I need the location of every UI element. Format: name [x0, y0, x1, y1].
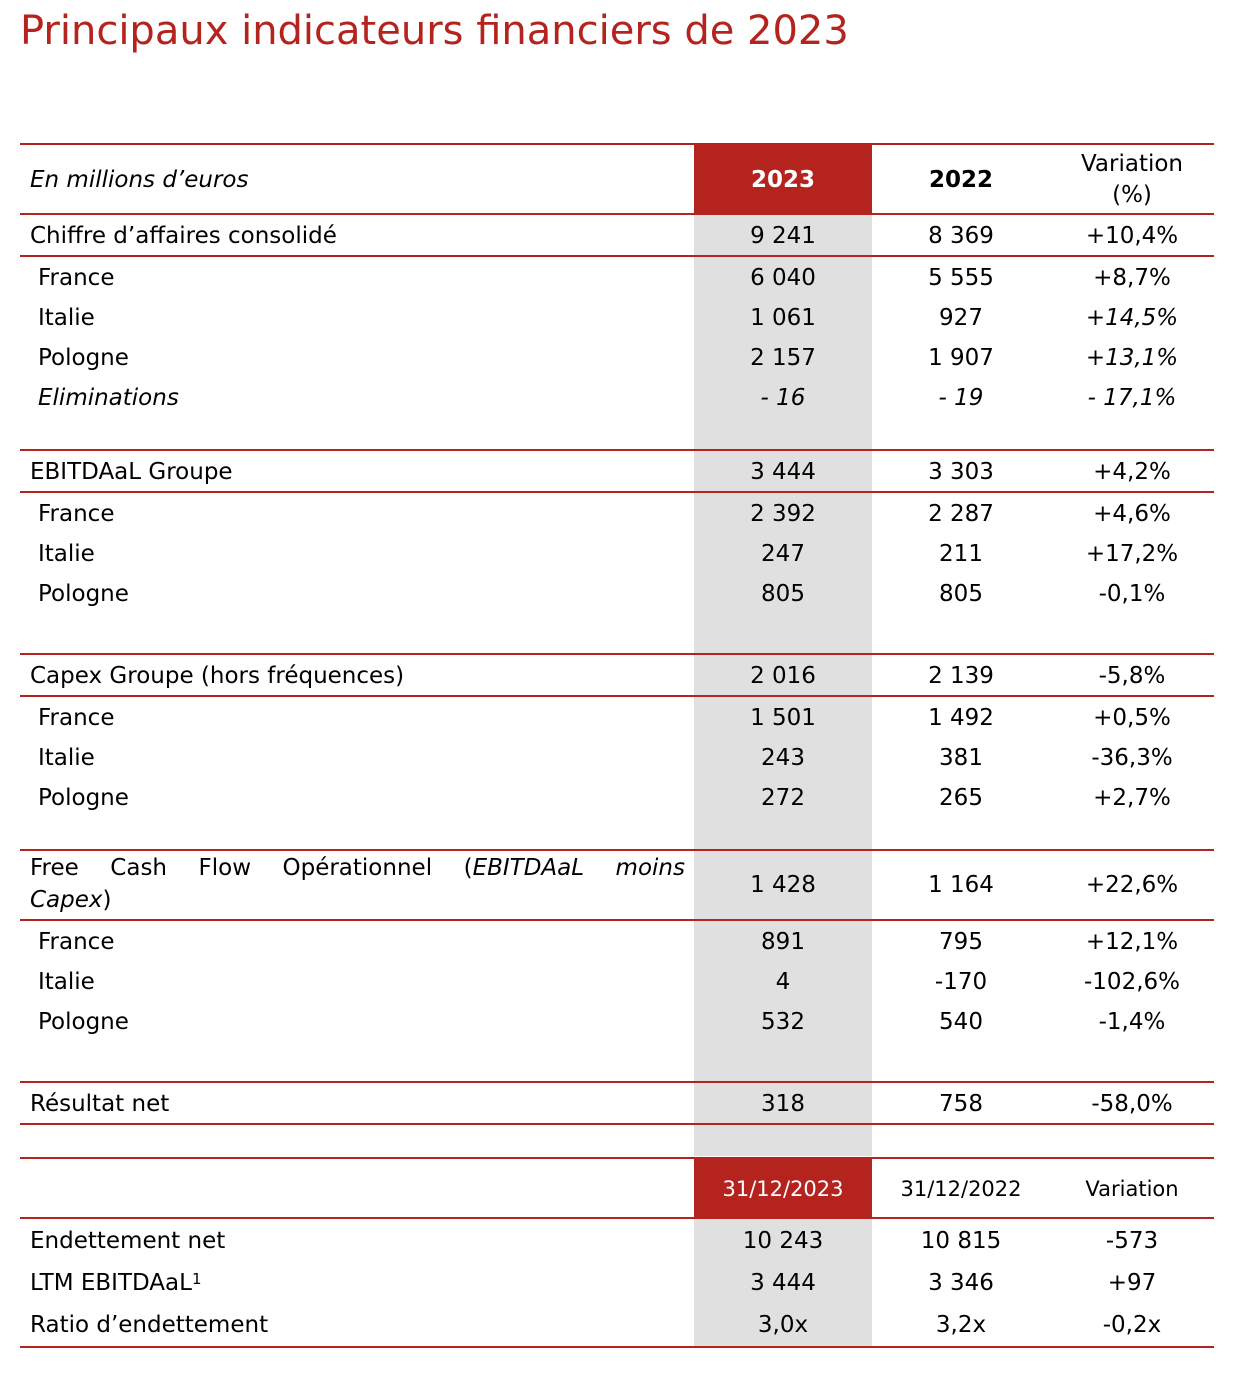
table-row-label: Italie — [38, 305, 95, 331]
net-2023: 318 — [761, 1091, 805, 1117]
table-cell: 10 815 — [920, 1228, 1002, 1254]
divider — [20, 653, 1214, 655]
table-cell: 1 061 — [750, 305, 816, 331]
divider — [20, 255, 1214, 257]
table-row-label: France — [38, 929, 115, 955]
ca-label: Chiffre d’affaires consolidé — [30, 223, 337, 249]
table-cell: -573 — [1105, 1228, 1159, 1254]
debt-row-label: Ratio d’endettement — [30, 1312, 269, 1338]
table-cell: 540 — [939, 1009, 983, 1035]
table-cell: 2 392 — [750, 501, 816, 527]
table-row-label: Italie — [38, 745, 95, 771]
divider — [20, 449, 1214, 451]
table-row-label: Pologne — [38, 1009, 129, 1035]
fcf-word: Flow — [198, 855, 252, 881]
table-cell: 2 157 — [750, 345, 816, 371]
table-cell: 5 555 — [928, 265, 994, 291]
table-cell: 805 — [761, 581, 805, 607]
table-cell: 1 492 — [928, 705, 994, 731]
table-cell: +0,5% — [1093, 705, 1171, 731]
table-row-label: Italie — [38, 969, 95, 995]
table-cell: 247 — [761, 541, 805, 567]
ebitdaal-var: +4,2% — [1093, 459, 1171, 485]
table-cell: -0,1% — [1098, 581, 1166, 607]
divider — [20, 1346, 1214, 1348]
net-2022: 758 — [939, 1091, 983, 1117]
ca-2022: 8 369 — [928, 223, 994, 249]
header-variation-line1: Variation — [1080, 151, 1184, 177]
fcf-italic: moins — [615, 855, 685, 881]
table-row-label: Italie — [38, 541, 95, 567]
table-cell: 2 287 — [928, 501, 994, 527]
table-cell: 532 — [761, 1009, 805, 1035]
debt-header-2023: 31/12/2023 — [722, 1177, 844, 1201]
capex-2022: 2 139 — [928, 663, 994, 689]
fcf-2022: 1 164 — [928, 872, 994, 898]
table-row-label: Pologne — [38, 345, 129, 371]
table-cell: 3 444 — [750, 1270, 816, 1296]
fcf-italic: Capex — [30, 887, 103, 913]
table-cell: -36,3% — [1091, 745, 1173, 771]
table-cell: 891 — [761, 929, 805, 955]
ca-2023: 9 241 — [750, 223, 816, 249]
ebitdaal-2022: 3 303 — [928, 459, 994, 485]
table-cell: 381 — [939, 745, 983, 771]
table-cell: +17,2% — [1085, 541, 1179, 567]
table-row-label: Eliminations — [38, 385, 179, 411]
table-row-label: Pologne — [38, 581, 129, 607]
table-cell: +12,1% — [1085, 929, 1179, 955]
divider — [20, 1217, 1214, 1219]
table-cell: 1 501 — [750, 705, 816, 731]
table-cell: -170 — [934, 969, 988, 995]
table-cell: +8,7% — [1093, 265, 1171, 291]
table-cell: - 19 — [938, 385, 984, 411]
fcf-var: +22,6% — [1085, 872, 1179, 898]
divider — [20, 849, 1214, 851]
header-2023: 2023 — [750, 167, 815, 193]
table-cell: 3 346 — [928, 1270, 994, 1296]
table-cell: 1 907 — [928, 345, 994, 371]
fcf-2023: 1 428 — [750, 872, 816, 898]
table-cell: +14,5% — [1085, 305, 1179, 331]
debt-header-2022: 31/12/2022 — [900, 1177, 1022, 1201]
divider — [20, 143, 1214, 145]
table-cell: - 17,1% — [1087, 385, 1177, 411]
table-cell: 805 — [939, 581, 983, 607]
table-cell: +97 — [1107, 1270, 1157, 1296]
divider — [20, 491, 1214, 493]
fcf-paren-close: ) — [102, 887, 112, 913]
divider — [20, 1081, 1214, 1083]
fcf-label — [30, 852, 685, 916]
table-cell: 6 040 — [750, 265, 816, 291]
table-row-label: France — [38, 265, 115, 291]
divider — [20, 213, 1214, 215]
table-cell: 795 — [939, 929, 983, 955]
table-cell: +2,7% — [1093, 785, 1171, 811]
page-title: Principaux indicateurs financiers de 2023 — [20, 8, 849, 54]
debt-row-label — [30, 1269, 202, 1297]
debt-row-label: Endettement net — [30, 1228, 226, 1254]
ltm-label: LTM EBITDAaL — [30, 1270, 192, 1296]
ca-var: +10,4% — [1085, 223, 1179, 249]
net-var: -58,0% — [1091, 1091, 1173, 1117]
divider — [20, 919, 1214, 921]
capex-var: -5,8% — [1098, 663, 1166, 689]
divider — [20, 1123, 1214, 1125]
table-cell: 10 243 — [742, 1228, 824, 1254]
header-variation — [1050, 149, 1214, 211]
table-cell: 3,2x — [935, 1312, 987, 1338]
capex-2023: 2 016 — [750, 663, 816, 689]
capex-label: Capex Groupe (hors fréquences) — [30, 663, 405, 689]
table-cell: +4,6% — [1093, 501, 1171, 527]
net-label: Résultat net — [30, 1091, 170, 1117]
table-cell: 272 — [761, 785, 805, 811]
ebitdaal-2023: 3 444 — [750, 459, 816, 485]
table-cell: +13,1% — [1085, 345, 1179, 371]
table-row-label: France — [38, 705, 115, 731]
debt-header-variation: Variation — [1085, 1177, 1179, 1201]
table-cell: - 16 — [760, 385, 806, 411]
table-cell: -102,6% — [1084, 969, 1180, 995]
fcf-italic: EBITDAaL — [472, 855, 585, 881]
header-variation-line2: (%) — [1112, 182, 1152, 208]
fcf-word: Opérationnel — [282, 855, 433, 881]
fcf-word: Free — [30, 855, 79, 881]
table-cell: 4 — [775, 969, 791, 995]
fcf-word — [464, 852, 584, 884]
divider — [20, 1157, 1214, 1159]
header-2022: 2022 — [928, 167, 993, 193]
table-cell: 265 — [939, 785, 983, 811]
table-cell: 211 — [939, 541, 983, 567]
fcf-word: Cash — [110, 855, 168, 881]
unit-label: En millions d’euros — [30, 167, 249, 193]
table-cell: 3,0x — [757, 1312, 809, 1338]
table-row-label: France — [38, 501, 115, 527]
table-row-label: Pologne — [38, 785, 129, 811]
table-cell: 243 — [761, 745, 805, 771]
divider — [20, 695, 1214, 697]
table-cell: -0,2x — [1102, 1312, 1162, 1338]
table-cell: 927 — [939, 305, 983, 331]
table-cell: -1,4% — [1098, 1009, 1166, 1035]
ebitdaal-label: EBITDAaL Groupe — [30, 459, 233, 485]
fcf-paren-open: ( — [463, 855, 473, 881]
footnote-marker: 1 — [191, 1270, 202, 1288]
